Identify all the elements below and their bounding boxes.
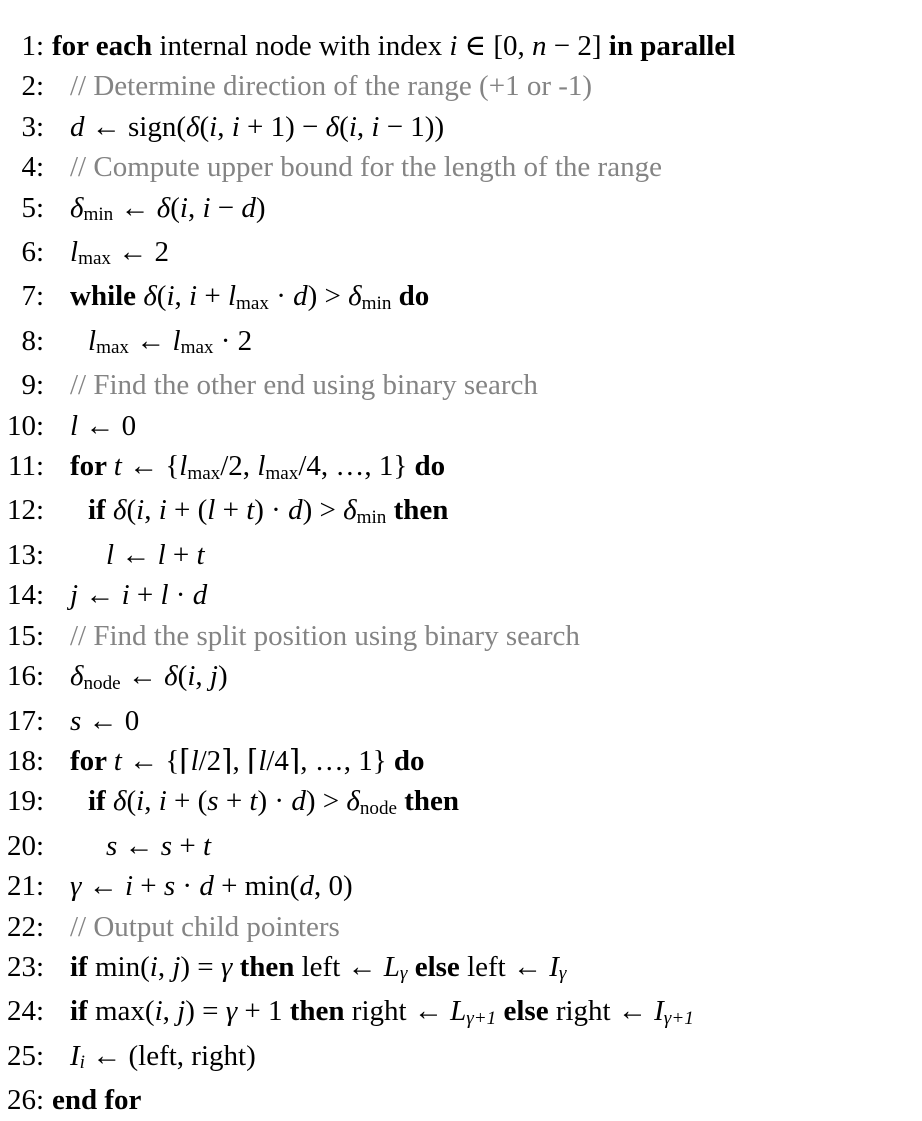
line-number: 6:: [21, 236, 44, 269]
code-text: t: [202, 829, 212, 862]
code-text: · 2: [213, 324, 253, 357]
line-content: [52, 321, 252, 365]
code-text: s: [163, 870, 176, 903]
code-text: ←: [129, 324, 173, 357]
code-text: /2⌉, ⌈: [198, 744, 259, 777]
line-number: 1:: [21, 30, 44, 62]
code-text: δ: [343, 494, 357, 527]
code-text: +: [129, 579, 161, 612]
code-text: + (: [166, 494, 208, 527]
code-text: i: [209, 110, 218, 143]
algorithm-line: [2, 490, 922, 534]
code-text: (: [126, 494, 137, 527]
code-text: + 1: [237, 995, 290, 1028]
keyword-text: while: [70, 280, 144, 313]
keyword-text: do: [393, 744, 425, 777]
algorithm-line: [2, 701, 922, 741]
code-text: i: [121, 579, 130, 612]
code-text: t: [246, 494, 255, 527]
line-content: [52, 741, 425, 781]
code-text: δ: [164, 660, 178, 693]
code-text: right ←: [548, 995, 655, 1028]
algorithm-line: [2, 781, 922, 825]
code-text: i: [449, 30, 458, 62]
code-text: γ: [225, 995, 238, 1028]
line-content: [52, 66, 592, 106]
line-number: 18:: [6, 744, 44, 777]
code-text: l: [258, 744, 267, 777]
code-text: ∈ [0,: [457, 30, 533, 62]
line-number: 11:: [8, 450, 44, 483]
code-text: i: [158, 494, 167, 527]
line-number: 25:: [6, 1039, 44, 1072]
code-text: +: [165, 538, 197, 571]
keyword-text: in parallel: [608, 30, 736, 62]
algorithm-line: [2, 1080, 922, 1120]
algorithm-line: [2, 321, 922, 365]
line-content: [52, 575, 207, 615]
code-text: ) =: [180, 950, 221, 983]
algorithm-line: [2, 741, 922, 781]
keyword-text: then: [386, 494, 449, 527]
code-text: i: [124, 870, 133, 903]
code-text: i: [231, 110, 240, 143]
code-text: t: [113, 744, 122, 777]
code-text: (: [339, 110, 349, 143]
code-text: ·: [168, 579, 193, 612]
line-content: [52, 365, 538, 405]
code-text: L: [383, 950, 400, 983]
algorithm-line: [2, 26, 922, 66]
code-text: l: [106, 538, 115, 571]
code-text: +: [197, 280, 228, 313]
code-text: l: [172, 324, 181, 357]
code-text: ·: [175, 870, 200, 903]
code-text: max: [187, 462, 221, 484]
code-text: γ: [220, 950, 233, 983]
code-text: t: [196, 538, 205, 571]
code-text: i: [179, 191, 188, 224]
comment-text: // Output child pointers: [70, 910, 340, 943]
code-text: ←: [113, 191, 157, 224]
line-number: 2:: [21, 70, 44, 103]
code-text: i: [348, 110, 357, 143]
keyword-text: if: [70, 995, 95, 1028]
code-text: ): [255, 191, 266, 224]
line-content: [52, 535, 205, 575]
line-content: [52, 490, 448, 534]
code-text: ← sign(: [84, 110, 186, 143]
line-number: 14:: [6, 579, 44, 612]
code-text: /4⌉, …, 1}: [266, 744, 394, 777]
code-text: d: [291, 785, 306, 818]
keyword-text: if: [70, 950, 95, 983]
code-text: +: [133, 870, 164, 903]
code-text: ,: [356, 110, 372, 143]
keyword-text: then: [232, 950, 295, 983]
line-number: 12:: [6, 494, 44, 527]
code-text: ,: [144, 494, 159, 527]
code-text: i: [187, 660, 196, 693]
code-text: l: [70, 409, 79, 442]
code-text: d: [70, 110, 85, 143]
comment-text: // Compute upper bound for the length of the range: [70, 151, 662, 184]
keyword-text: do: [414, 450, 446, 483]
code-text: L: [450, 995, 467, 1028]
line-number: 23:: [6, 950, 44, 983]
line-content: [52, 188, 266, 232]
line-number: 24:: [6, 995, 44, 1028]
line-content: [52, 1036, 256, 1080]
keyword-text: do: [391, 280, 430, 313]
code-text: j: [70, 579, 79, 612]
code-text: i: [189, 280, 198, 313]
line-content: [52, 866, 353, 906]
code-text: γ+1: [466, 1007, 497, 1029]
line-content: [52, 947, 566, 991]
code-text: , 0): [313, 870, 353, 903]
code-text: t: [249, 785, 258, 818]
line-content: [52, 826, 211, 866]
code-text: i: [79, 1052, 85, 1074]
code-text: δ: [346, 785, 360, 818]
comment-text: // Find the split position using binary search: [70, 619, 580, 652]
code-text: ) >: [307, 280, 349, 313]
line-number: 17:: [6, 704, 44, 737]
algorithm-line: [2, 575, 922, 615]
code-text: − 2]: [546, 30, 609, 62]
code-text: min: [83, 204, 114, 226]
keyword-text: if: [88, 494, 113, 527]
code-text: l: [179, 450, 188, 483]
code-text: ←: [114, 538, 158, 571]
code-text: max(: [94, 995, 155, 1028]
code-text: ← 0: [78, 409, 137, 442]
line-number: 9:: [21, 369, 44, 402]
code-text: ,: [195, 660, 210, 693]
line-content: [52, 107, 444, 147]
code-text: (: [170, 191, 180, 224]
keyword-text: for: [70, 744, 114, 777]
code-text: /4, …, 1}: [298, 450, 415, 483]
line-content: [52, 1080, 141, 1120]
code-text: left ←: [459, 950, 550, 983]
code-text: I: [549, 950, 559, 983]
code-text: l: [207, 494, 216, 527]
code-text: max: [96, 337, 129, 359]
code-text: ,: [174, 280, 190, 313]
code-text: γ: [558, 963, 567, 985]
code-text: +: [218, 785, 250, 818]
line-content: [52, 907, 340, 947]
code-text: I: [654, 995, 664, 1028]
algorithm-line: [2, 616, 922, 656]
code-text: δ: [325, 110, 340, 143]
code-text: δ: [112, 785, 127, 818]
code-text: max: [78, 248, 111, 270]
code-text: t: [113, 450, 122, 483]
code-text: d: [192, 579, 208, 612]
code-text: ← {⌈: [121, 744, 191, 777]
code-text: ) >: [305, 785, 347, 818]
line-content: [52, 701, 139, 741]
code-text: l: [157, 538, 166, 571]
code-text: (: [199, 110, 210, 143]
algorithm-line: [2, 232, 922, 276]
code-text: ←: [78, 579, 122, 612]
code-text: ,: [187, 191, 203, 224]
code-text: min(: [94, 950, 150, 983]
algorithm-line: [2, 276, 922, 320]
code-text: node: [359, 797, 397, 819]
code-text: +: [172, 829, 203, 862]
code-text: i: [166, 280, 175, 313]
code-text: max: [265, 462, 299, 484]
keyword-text: for each: [52, 30, 160, 62]
line-content: [52, 781, 459, 825]
line-number: 3:: [21, 110, 44, 143]
code-text: l: [227, 280, 237, 313]
code-text: ← {: [121, 450, 180, 483]
line-number: 19:: [6, 785, 44, 818]
code-text: ←: [81, 870, 125, 903]
code-text: δ: [143, 280, 157, 313]
code-text: γ+1: [663, 1007, 694, 1029]
code-text: /2,: [220, 450, 258, 483]
line-number: 5:: [21, 191, 44, 224]
algorithm-line: [2, 991, 922, 1035]
algorithm-line: [2, 907, 922, 947]
keyword-text: end for: [52, 1084, 142, 1117]
line-content: [52, 446, 445, 490]
line-number: 16:: [6, 660, 44, 693]
line-number: 7:: [21, 280, 44, 313]
code-text: ) ·: [254, 494, 289, 527]
algorithm-line: [2, 826, 922, 866]
code-text: n: [532, 30, 547, 62]
algorithm-line: [2, 947, 922, 991]
code-text: ←: [117, 829, 161, 862]
line-number: 15:: [6, 619, 44, 652]
line-number: 20:: [6, 829, 44, 862]
code-text: γ: [70, 870, 82, 903]
code-text: s: [106, 829, 118, 862]
code-text: I: [70, 1039, 80, 1072]
keyword-text: then: [289, 995, 345, 1028]
code-text: d: [199, 870, 214, 903]
code-text: ): [217, 660, 228, 693]
code-text: γ: [399, 963, 408, 985]
code-text: ) ·: [257, 785, 292, 818]
code-text: s: [70, 704, 82, 737]
code-text: δ: [156, 191, 171, 224]
code-text: left ←: [294, 950, 384, 983]
code-text: s: [207, 785, 219, 818]
code-text: ,: [157, 950, 173, 983]
code-text: l: [160, 579, 169, 612]
code-text: j: [209, 660, 218, 693]
code-text: max: [236, 292, 269, 314]
code-text: max: [180, 337, 214, 359]
algorithm-line: [2, 1036, 922, 1080]
code-text: l: [88, 324, 97, 357]
algorithm-line: [2, 656, 922, 700]
code-text: i: [154, 995, 163, 1028]
code-text: j: [172, 950, 181, 983]
line-number: 4:: [21, 151, 44, 184]
code-text: ← 2: [111, 236, 169, 269]
keyword-text: then: [397, 785, 460, 818]
keyword-text: else: [496, 995, 549, 1028]
code-text: ) =: [185, 995, 226, 1028]
code-text: l: [257, 450, 266, 483]
code-text: ← 0: [81, 704, 140, 737]
code-text: + (: [166, 785, 208, 818]
line-content: [52, 276, 429, 320]
code-text: min: [356, 506, 387, 528]
code-text: i: [158, 785, 167, 818]
code-text: d: [288, 494, 303, 527]
algorithm-line: [2, 66, 922, 106]
code-text: s: [160, 829, 173, 862]
code-text: ← (left, right): [85, 1039, 256, 1072]
code-text: l: [190, 744, 199, 777]
line-number: 13:: [6, 538, 44, 571]
code-text: ) >: [302, 494, 344, 527]
code-text: ,: [217, 110, 232, 143]
line-content: [52, 406, 136, 446]
line-number: 21:: [6, 870, 44, 903]
algorithm-line: [2, 365, 922, 405]
code-text: ,: [162, 995, 178, 1028]
line-content: [52, 26, 735, 66]
line-number: 26:: [6, 1084, 44, 1117]
line-number: 8:: [21, 324, 44, 357]
code-text: (: [126, 785, 137, 818]
code-text: min: [361, 292, 392, 314]
algorithm-line: [2, 535, 922, 575]
code-text: δ: [348, 280, 362, 313]
code-text: + min(: [213, 870, 300, 903]
comment-text: // Find the other end using binary search: [70, 369, 538, 402]
comment-text: // Determine direction of the range (+1 or -1): [70, 70, 593, 103]
line-content: [52, 616, 580, 656]
keyword-text: else: [407, 950, 460, 983]
line-content: [52, 147, 662, 187]
code-text: ←: [120, 660, 165, 693]
code-text: (: [156, 280, 167, 313]
algorithm-line: [2, 866, 922, 906]
line-number: 22:: [6, 910, 44, 943]
code-text: δ: [70, 191, 84, 224]
code-text: ,: [144, 785, 159, 818]
algorithm-line: [2, 446, 922, 490]
code-text: δ: [186, 110, 200, 143]
algorithm-line: [2, 188, 922, 232]
keyword-text: if: [88, 785, 113, 818]
code-text: + 1) −: [239, 110, 326, 143]
code-text: l: [70, 236, 79, 269]
algorithm-line: [2, 147, 922, 187]
code-text: −: [210, 191, 242, 224]
code-text: d: [241, 191, 256, 224]
line-content: [52, 656, 228, 700]
code-text: right ←: [344, 995, 451, 1028]
code-text: +: [215, 494, 247, 527]
code-text: d: [293, 280, 308, 313]
code-text: j: [177, 995, 186, 1028]
code-text: δ: [112, 494, 127, 527]
algorithm-line: [2, 406, 922, 446]
algorithm-line: [2, 107, 922, 147]
code-text: (: [177, 660, 188, 693]
code-text: − 1)): [379, 110, 445, 143]
code-text: ·: [268, 280, 294, 313]
line-content: [52, 232, 169, 276]
code-text: i: [371, 110, 380, 143]
line-number: 10:: [6, 409, 44, 442]
code-text: i: [136, 494, 145, 527]
code-text: d: [299, 870, 314, 903]
code-text: i: [149, 950, 158, 983]
code-text: node: [83, 672, 121, 694]
code-text: δ: [70, 660, 84, 693]
code-text: i: [136, 785, 145, 818]
line-content: [52, 991, 694, 1035]
code-text: internal node with index: [159, 30, 450, 62]
code-text: i: [202, 191, 211, 224]
keyword-text: for: [70, 450, 114, 483]
